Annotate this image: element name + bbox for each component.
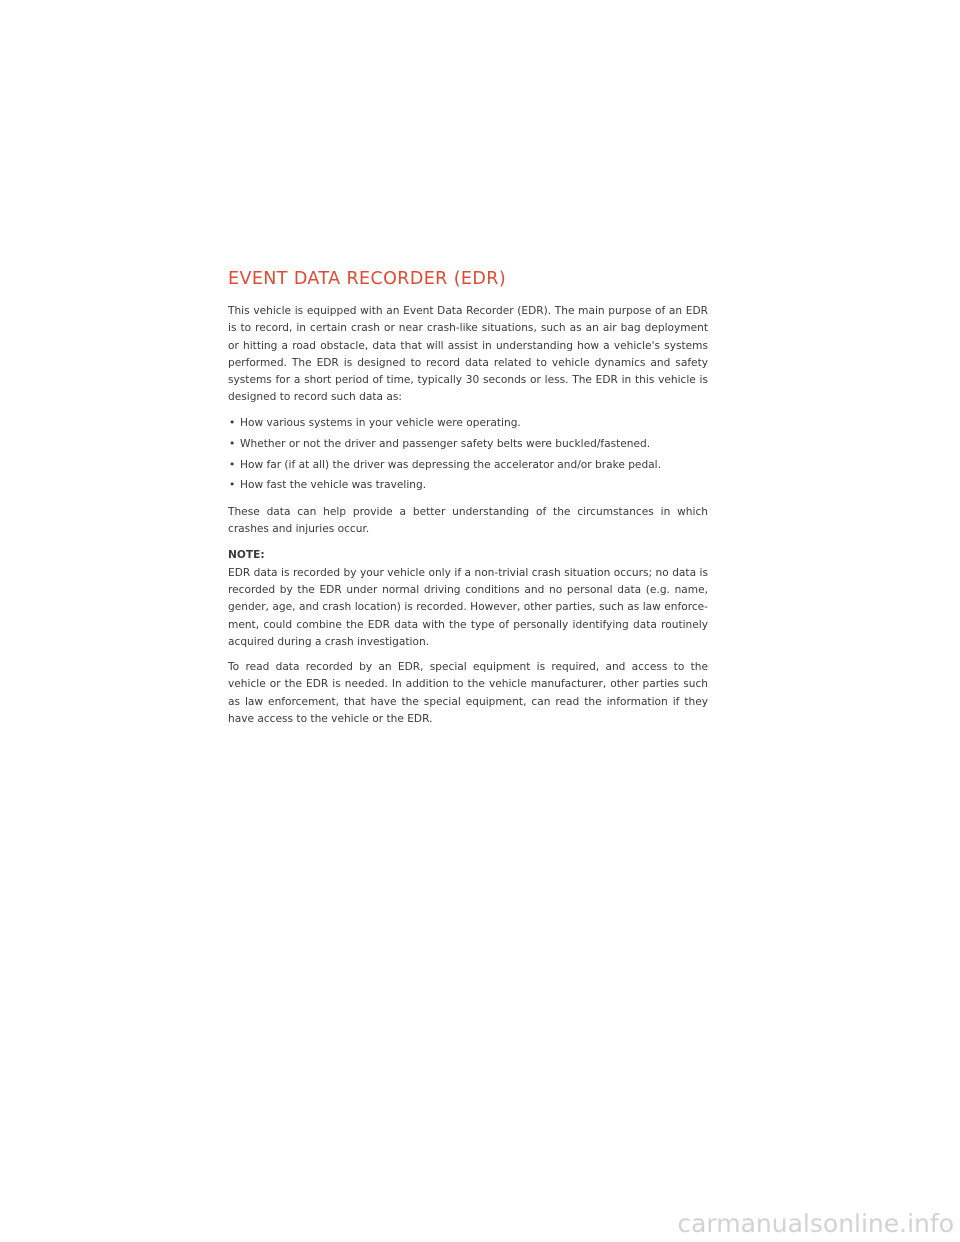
list-item [228,457,708,474]
list-item [228,415,708,432]
bullet-icon: • [229,458,236,471]
note-paragraph: EDR data is recorded by your vehicle only if a non-trivial crash situation occurs; no data is recorded by the EDR under normal driving conditions and no personal data (e.g. name, gender, age, and crash location) is recorded. However, other parties, such as law enforce-ment, could combine the EDR data with the type of personally identifying data routinely acquired during a crash investigation. [228,566,708,648]
section-title: EVENT DATA RECORDER (EDR) [228,269,507,289]
document-page [228,268,708,736]
list-item [228,436,708,453]
bullet-icon: • [229,437,236,450]
recorded-data-list [228,415,708,495]
summary-paragraph: These data can help provide a better understanding of the circumstances in which crashes and injuries occur. [228,505,708,536]
site-watermark: carmanualsonline.info [677,1209,954,1238]
note-label: NOTE: [228,549,265,562]
intro-paragraph: This vehicle is equipped with an Event Data Recorder (EDR). The main purpose of an EDR is to record, in certain crash or near crash-like situations, such as an air bag deployment or hitting a road obstacle, data that will assist in understanding how a vehicle's systems performed. The EDR is designed to record data related to vehicle dynamics and safety systems for a short period of time, typically 30 seconds or less. The EDR in this vehicle is designed to record such data as: [228,305,708,404]
bullet-icon: • [229,479,236,492]
list-item-text: How fast the vehicle was traveling. [240,479,427,492]
closing-paragraph: To read data recorded by an EDR, special equipment is required, and access to the vehicle or the EDR is needed. In addition to the vehicle manufacturer, other parties such as law enforcement, that have the special equipment, can read the information if they have access to the vehicle or the EDR. [228,661,708,726]
list-item-text: Whether or not the driver and passenger safety belts were buckled/fastened. [240,437,651,450]
list-item [228,477,708,494]
list-item-text: How various systems in your vehicle were operating. [240,416,521,429]
list-item-text: How far (if at all) the driver was depressing the accelerator and/or brake pedal. [240,458,661,471]
bullet-icon: • [229,416,236,429]
